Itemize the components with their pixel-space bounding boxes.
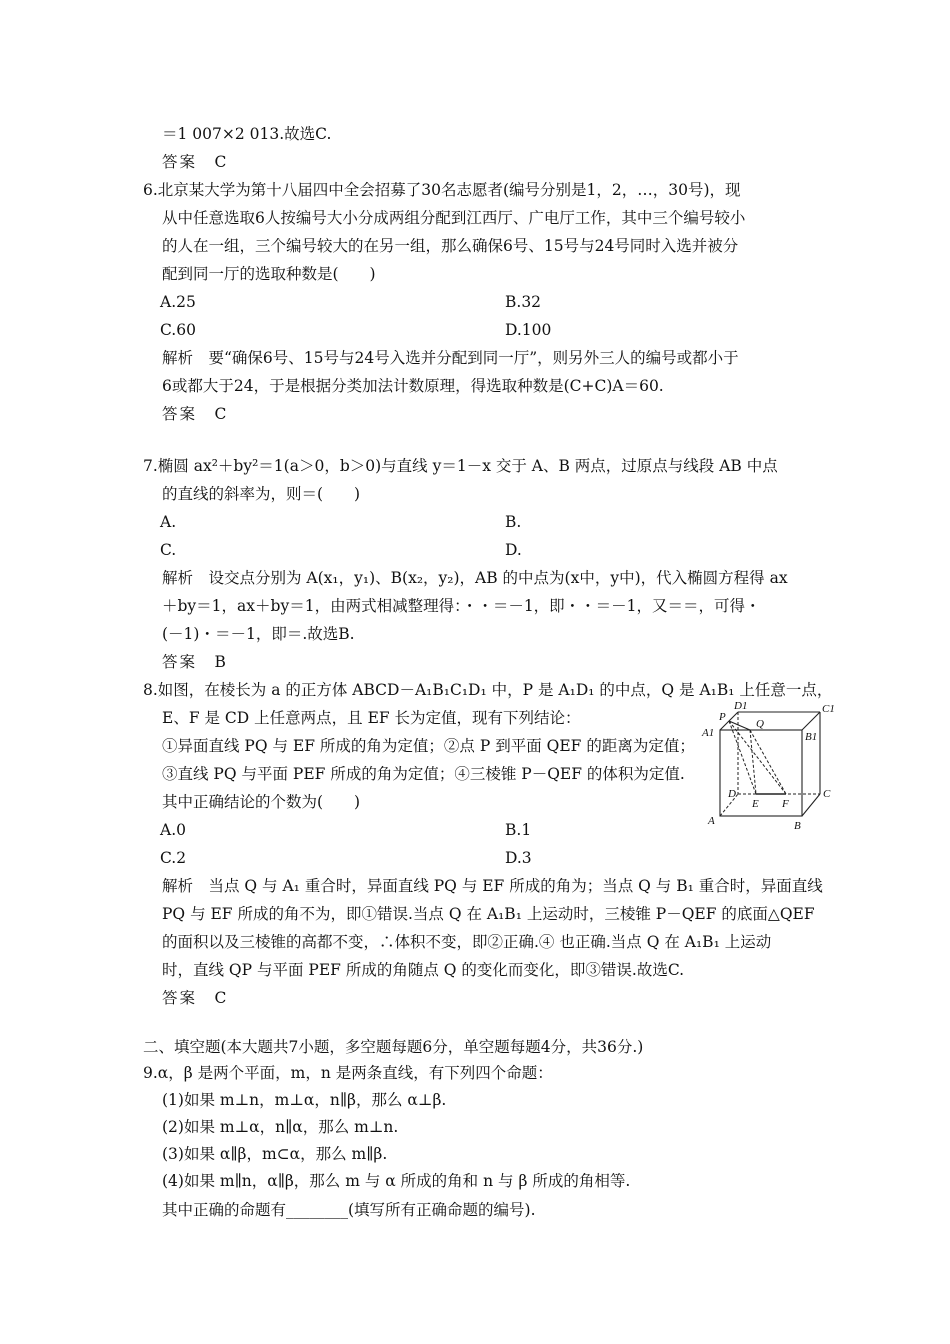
solution-line: 6或都大于24，于是根据分类加法计数原理，得选取种数是(C+C)A＝60. — [162, 377, 664, 395]
question-9-line: 9.α，β 是两个平面，m，n 是两条直线，有下列四个命题： — [143, 1064, 553, 1082]
question-8-line: E、F 是 CD 上任意两点，且 EF 长为定值，现有下列结论： — [162, 709, 581, 727]
proposition-4: (4)如果 m∥n，α∥β，那么 m 与 α 所成的角和 n 与 β 所成的角相等. — [162, 1172, 631, 1190]
solution-line: 解析 当点 Q 与 A₁ 重合时，异面直线 PQ 与 EF 所成的角为；当点 Q 与 B₁ 重合时，异面直线 — [162, 877, 823, 895]
solution-line: 解析 设交点分别为 A(x₁，y₁)、B(x₂，y₂)，AB 的中点为(x中，y中)，代入椭圆方程得 ax — [162, 569, 788, 587]
label-d: D — [728, 788, 736, 800]
cube-front-face — [720, 730, 802, 816]
label-a: A — [708, 815, 715, 827]
question-8-line: 其中正确结论的个数为( ) — [162, 793, 361, 811]
option-a: A.0 — [160, 821, 186, 839]
question-8-line: ①异面直线 PQ 与 EF 所成的角为定值；②点 P 到平面 QEF 的距离为定值； — [162, 737, 695, 755]
question-8-line: 8.如图，在棱长为 a 的正方体 ABCD－A₁B₁C₁D₁ 中，P 是 A₁D₁ 的中点，Q 是 A₁B₁ 上任意一点， — [143, 681, 833, 699]
solution-line: PQ 与 EF 所成的角不为，即①错误.当点 Q 在 A₁B₁ 上运动时，三棱锥 P－QEF 的底面△QEF — [162, 905, 815, 923]
label-p: P — [719, 711, 726, 723]
segment-qf — [750, 730, 786, 794]
label-q: Q — [756, 718, 764, 730]
option-d: D. — [505, 541, 522, 559]
option-c: C.2 — [160, 849, 187, 867]
question-6-line: 配到同一厅的选取种数是( ) — [162, 265, 376, 283]
option-b: B.1 — [505, 821, 532, 839]
answer-line: 答案 B — [162, 653, 228, 671]
solution-line: 解析 要“确保6号、15号与24号入选并分配到同一厅”，则另外三人的编号或都小于 — [162, 349, 739, 367]
label-d1: D1 — [734, 702, 748, 712]
label-c1: C1 — [822, 703, 835, 715]
solution-line: 的面积以及三棱锥的高都不变，∴体积不变，即②正确.④ 也正确.当点 Q 在 A₁B₁ 上运动 — [162, 933, 772, 951]
option-d: D.100 — [505, 321, 552, 339]
label-c: C — [823, 788, 831, 800]
option-c: C. — [160, 541, 177, 559]
question-6-line: 从中任意选取6人按编号大小分成两组分配到江西厅、广电厅工作，其中三个编号较小 — [162, 209, 746, 227]
question-7-line: 的直线的斜率为，则＝( ) — [162, 485, 361, 503]
option-a: A.25 — [160, 293, 196, 311]
label-b1: B1 — [805, 731, 818, 743]
proposition-1: (1)如果 m⊥n，m⊥α，n∥β，那么 α⊥β. — [162, 1091, 447, 1109]
section-heading: 二、填空题(本大题共7小题，多空题每题6分，单空题每题4分，共36分.) — [143, 1038, 644, 1056]
label-e: E — [752, 798, 759, 810]
cube-edge — [802, 712, 820, 730]
proposition-3: (3)如果 α∥β，m⊂α，那么 m∥β. — [162, 1145, 388, 1163]
question-6-line: 的人在一组，三个编号较大的在另一组，那么确保6号、15号与24号同时入选并被分 — [162, 237, 739, 255]
cube-figure — [700, 702, 840, 832]
option-d: D.3 — [505, 849, 532, 867]
option-b: B.32 — [505, 293, 542, 311]
solution-line: ＋by＝1，ax＋by＝1，由两式相减整理得：・・＝－1，即・・＝－1，又＝＝，可得・ — [162, 597, 761, 615]
label-f: F — [782, 798, 789, 810]
answer-line: 答案 C — [162, 153, 229, 171]
segment-pe — [729, 721, 756, 794]
question-8-line: ③直线 PQ 与平面 PEF 所成的角为定值；④三棱锥 P－QEF 的体积为定值. — [162, 765, 685, 783]
option-a: A. — [160, 513, 177, 531]
question-9-fill-line: 其中正确的命题有________(填写所有正确命题的编号). — [162, 1201, 536, 1219]
option-c: C.60 — [160, 321, 196, 339]
text-line: ＝1 007×2 013.故选C. — [162, 125, 332, 143]
cube-edge — [802, 794, 820, 816]
answer-line: 答案 C — [162, 405, 229, 423]
solution-line: (－1)・＝－1，即＝.故选B. — [162, 625, 355, 643]
option-b: B. — [505, 513, 522, 531]
answer-line: 答案 C — [162, 989, 229, 1007]
proposition-2: (2)如果 m⊥α，n∥α，那么 m⊥n. — [162, 1118, 399, 1136]
question-6-line: 6.北京某大学为第十八届四中全会招募了30名志愿者(编号分别是1，2，…，30号)，现 — [143, 181, 741, 199]
question-7-line: 7.椭圆 ax²＋by²＝1(a＞0，b＞0)与直线 y＝1－x 交于 A、B 两点，过原点与线段 AB 中点 — [143, 457, 778, 475]
label-a1: A1 — [702, 727, 715, 739]
solution-line: 时，直线 QP 与平面 PEF 所成的角随点 Q 的变化而变化，即③错误.故选C. — [162, 961, 685, 979]
label-b: B — [794, 820, 801, 832]
